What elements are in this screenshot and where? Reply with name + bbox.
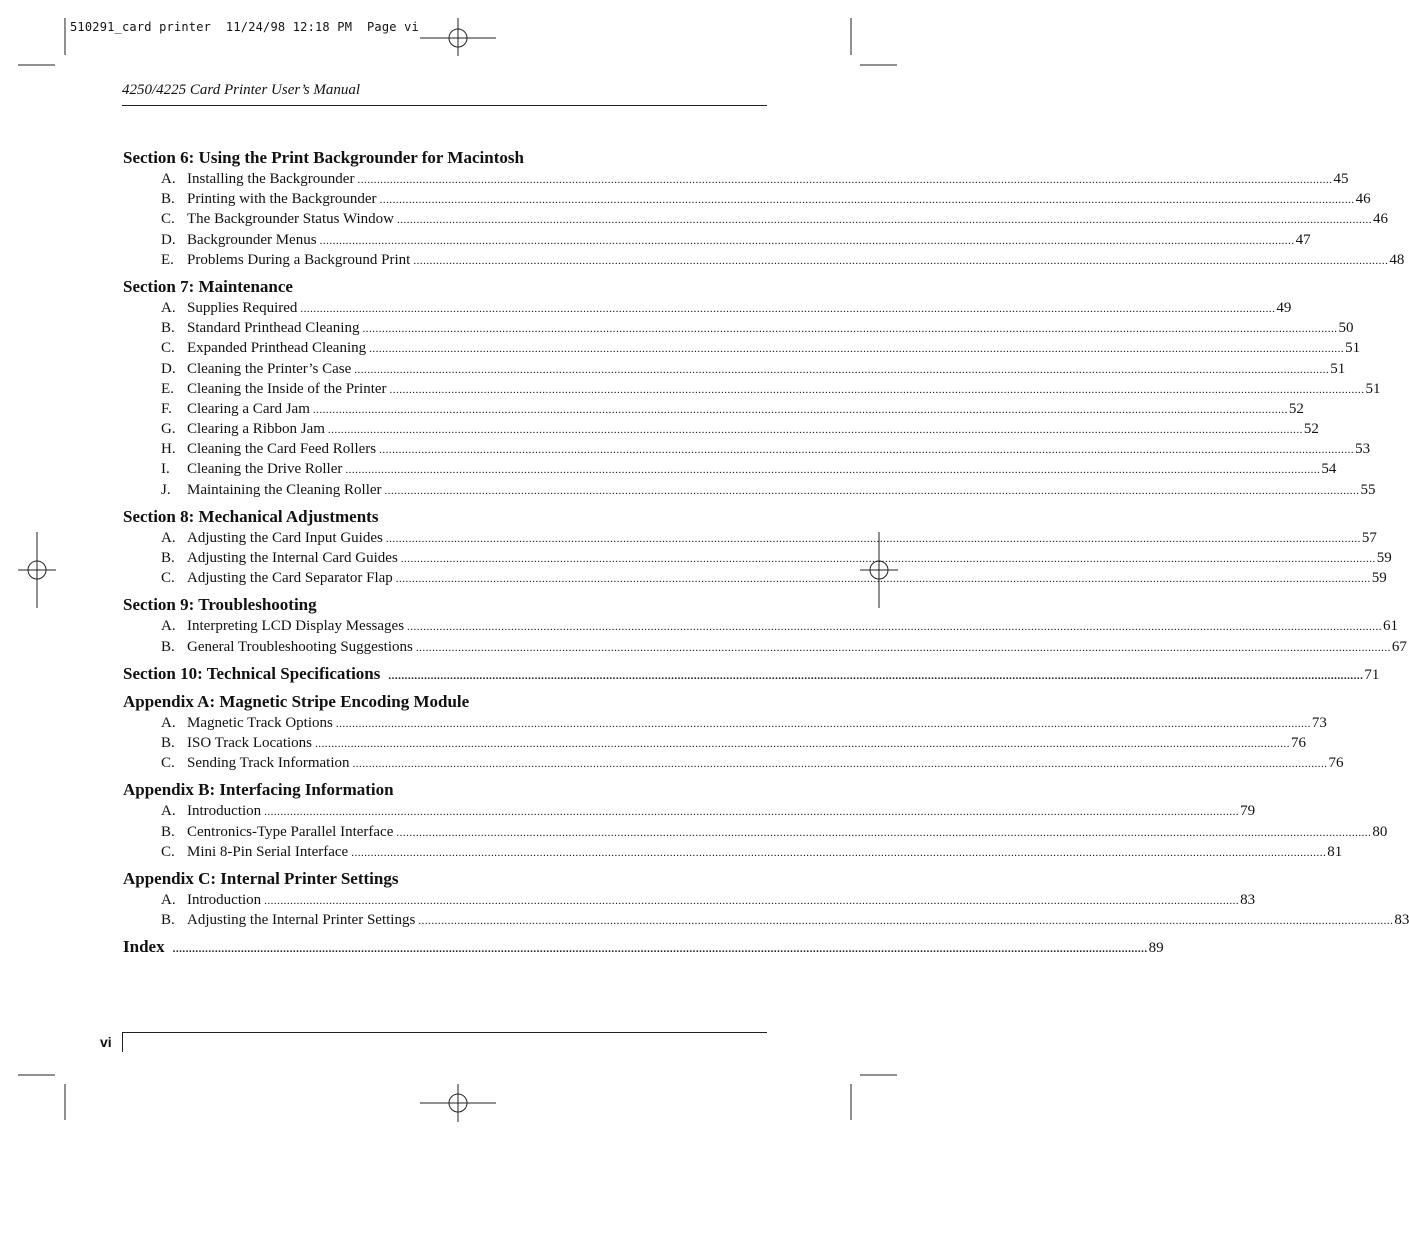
dot-leader: ............................................................................................................................................................................................................................................................................................................ — [396, 826, 1372, 839]
toc-entry-letter: B. — [161, 638, 175, 655]
toc-entry-letter: A. — [161, 803, 176, 820]
toc-section-title: Appendix C: Internal Printer Settings — [123, 868, 399, 888]
toc-entry — [123, 459, 1337, 479]
toc-entry — [123, 616, 1399, 636]
toc-page-number: 67 — [1391, 638, 1407, 655]
toc-page-number: 73 — [1311, 714, 1327, 731]
toc-entry — [123, 359, 1346, 379]
toc-entry-letter: D. — [161, 231, 176, 248]
dot-leader: ............................................................................................................................................................................................................................................................................................................ — [351, 846, 1327, 859]
toc-entry-letter: A. — [161, 618, 176, 635]
toc-entry-letter: A. — [161, 299, 176, 316]
toc-entry — [123, 890, 1256, 910]
toc-section-title: Index — [123, 937, 165, 957]
toc-section-title: Appendix A: Magnetic Stripe Encoding Module — [123, 691, 470, 711]
toc-entry-letter: D. — [161, 360, 176, 377]
toc-section-heading — [123, 594, 623, 616]
header-rule — [122, 105, 767, 106]
toc-entry-letter: I. — [161, 461, 170, 478]
toc-entry — [123, 338, 1361, 358]
dot-leader: ............................................................................................................................................................................................................................................................................................................ — [300, 302, 1276, 315]
dot-leader: ............................................................................................................................................................................................................................................................................................................ — [319, 234, 1295, 247]
dot-leader: ............................................................................................................................................................................................................................................................................................................ — [389, 383, 1365, 396]
toc-entry-letter: B. — [161, 734, 175, 751]
toc-entry-letter: C. — [161, 340, 175, 357]
toc-page-number: 79 — [1240, 803, 1256, 820]
toc-page-number: 81 — [1327, 843, 1343, 860]
toc-page-number: 52 — [1303, 421, 1319, 438]
toc-entry-title: Sending Track Information — [187, 755, 350, 772]
toc-entry-letter: G. — [161, 421, 176, 438]
toc-section-heading — [123, 506, 623, 528]
dot-leader: ............................................................................................................................................................................................................................................................................................................ — [327, 424, 1303, 437]
toc-page-number: 48 — [1389, 251, 1405, 268]
dot-leader: ............................................................................................................................................................................................................................................................................................................ — [315, 737, 1290, 750]
footer-rule-tick — [122, 1032, 123, 1052]
toc-page-number: 51 — [1365, 380, 1381, 397]
dot-leader: ............................................................................................................................................................................................................................................................................................................ — [357, 174, 1333, 186]
toc-entry-letter: B. — [161, 191, 175, 208]
toc-entry — [123, 753, 1344, 773]
toc-page-number: 83 — [1240, 891, 1256, 908]
dot-leader: ............................................................................................................................................................................................................................................................................................................ — [418, 915, 1394, 928]
toc-page-number: 46 — [1355, 191, 1371, 208]
toc-page-number: 53 — [1355, 441, 1371, 458]
toc-entry-letter: H. — [161, 441, 176, 458]
dot-leader: ............................................................................................................................................................................................................................................................................................................ — [415, 641, 1391, 654]
toc-page-number: 76 — [1291, 734, 1306, 751]
toc-entry-letter: E. — [161, 251, 174, 268]
toc-page-number: 61 — [1383, 618, 1399, 635]
toc-entry-title: Adjusting the Card Separator Flap — [187, 570, 393, 587]
table-of-contents — [123, 147, 1409, 958]
toc-page-number: 45 — [1333, 171, 1349, 187]
toc-page-number: 50 — [1338, 320, 1354, 337]
toc-entry-title: Centronics-Type Parallel Interface — [187, 823, 394, 840]
toc-entry-title: General Troubleshooting Suggestions — [187, 638, 413, 655]
toc-section-heading — [123, 691, 623, 713]
toc-page-number: 59 — [1376, 550, 1392, 566]
toc-entry — [123, 910, 1409, 930]
toc-section-heading — [123, 147, 623, 169]
toc-entry-title: ISO Track Locations — [187, 734, 312, 751]
toc-entry-title: Supplies Required — [187, 299, 298, 316]
toc-entry-letter: A. — [161, 529, 176, 546]
toc-section-title: Section 8: Mechanical Adjustments — [123, 506, 379, 526]
toc-entry-letter: A. — [161, 171, 176, 187]
toc-section-title: Section 9: Troubleshooting — [123, 595, 317, 615]
toc-section-title: Section 7: Maintenance — [123, 276, 293, 296]
dot-leader: ............................................................................................................................................................................................................................................................................................................ — [362, 323, 1338, 336]
toc-entry-title: Maintaining the Cleaning Roller — [187, 481, 382, 498]
toc-entry — [123, 169, 1349, 189]
page-number: vi — [100, 1034, 112, 1050]
dot-leader: ............................................................................................................................................................................................................................................................................................................ — [369, 343, 1345, 356]
toc-section-title: Section 6: Using the Print Backgrounder for Macintosh — [123, 148, 524, 167]
toc-entry-letter: C. — [161, 755, 175, 772]
toc-section-title: Appendix B: Interfacing Information — [123, 780, 394, 800]
toc-entry — [123, 230, 1311, 250]
dot-leader: ............................................................................................................................................................................................................................................................................................................ — [172, 943, 1148, 956]
toc-entry — [123, 568, 1387, 588]
toc-entry-title: Cleaning the Drive Roller — [187, 461, 343, 478]
toc-entry-letter: A. — [161, 891, 176, 908]
dot-leader: ............................................................................................................................................................................................................................................................................................................ — [312, 403, 1288, 416]
toc-entry-title: Introduction — [187, 803, 262, 820]
toc-entry-title: Standard Printhead Cleaning — [187, 320, 360, 337]
print-slug-line: 510291_card printer 11/24/98 12:18 PM Page vi — [70, 20, 419, 34]
toc-entry-title: Clearing a Ribbon Jam — [187, 421, 325, 438]
toc-entry-title: Cleaning the Card Feed Rollers — [187, 441, 377, 458]
toc-page-number: 54 — [1321, 461, 1337, 478]
dot-leader: ............................................................................................................................................................................................................................................................................................................ — [335, 717, 1311, 730]
toc-page-number: 76 — [1328, 755, 1344, 772]
toc-section-heading — [123, 276, 623, 298]
toc-entry-title: The Backgrounder Status Window — [187, 211, 394, 228]
toc-entry — [123, 250, 1405, 270]
toc-entry — [123, 189, 1371, 209]
dot-leader: ............................................................................................................................................................................................................................................................................................................ — [379, 194, 1355, 207]
toc-entry-letter: F. — [161, 400, 172, 417]
toc-page-number: 46 — [1373, 211, 1388, 228]
toc-entry — [123, 318, 1354, 338]
toc-page-number: 71 — [1364, 666, 1380, 683]
toc-entry — [123, 379, 1381, 399]
dot-leader: ............................................................................................................................................................................................................................................................................................................ — [385, 532, 1361, 545]
toc-entry — [123, 822, 1388, 842]
dot-leader: ............................................................................................................................................................................................................................................................................................................ — [388, 669, 1364, 682]
toc-entry — [123, 637, 1407, 657]
running-header: 4250/4225 Card Printer User’s Manual — [122, 82, 361, 98]
dot-leader: ............................................................................................................................................................................................................................................................................................................ — [352, 758, 1328, 771]
toc-entry-letter: C. — [161, 570, 175, 587]
toc-entry-title: Installing the Backgrounder — [187, 171, 355, 187]
toc-page-number: 80 — [1372, 823, 1388, 840]
toc-section-heading — [123, 936, 1164, 958]
toc-page-number: 57 — [1361, 529, 1377, 546]
toc-entry — [123, 419, 1319, 439]
toc-entry-letter: C. — [161, 211, 175, 228]
toc-section-title: Section 10: Technical Specifications — [123, 663, 381, 683]
toc-entry-title: Clearing a Card Jam — [187, 400, 310, 417]
footer-rule — [122, 1032, 767, 1033]
dot-leader: ............................................................................................................................................................................................................................................................................................................ — [264, 894, 1240, 907]
dot-leader: ............................................................................................................................................................................................................................................................................................................ — [397, 214, 1372, 227]
toc-section-heading — [123, 779, 623, 801]
toc-entry — [123, 298, 1292, 318]
toc-entry-letter: C. — [161, 843, 175, 860]
toc-entry-title: Adjusting the Internal Card Guides — [187, 550, 398, 566]
toc-entry-letter: A. — [161, 714, 176, 731]
toc-entry-title: Adjusting the Card Input Guides — [187, 529, 383, 546]
toc-entry-letter: J. — [161, 481, 171, 498]
toc-section-heading — [123, 663, 1380, 685]
toc-entry-title: Cleaning the Inside of the Printer — [187, 380, 387, 397]
toc-entry-letter: B. — [161, 550, 175, 566]
toc-page-number: 52 — [1288, 400, 1304, 417]
toc-entry — [123, 842, 1343, 862]
toc-entry-letter: B. — [161, 823, 175, 840]
toc-entry-title: Interpreting LCD Display Messages — [187, 618, 405, 635]
dot-leader: ............................................................................................................................................................................................................................................................................................................ — [264, 806, 1240, 819]
toc-entry-title: Expanded Printhead Cleaning — [187, 340, 367, 357]
toc-page-number: 89 — [1148, 940, 1164, 957]
dot-leader: ............................................................................................................................................................................................................................................................................................................ — [354, 363, 1330, 376]
toc-entry — [123, 733, 1306, 753]
toc-entry-letter: E. — [161, 380, 174, 397]
toc-entry-title: Adjusting the Internal Printer Settings — [187, 912, 416, 929]
toc-page-number: 51 — [1345, 340, 1361, 357]
dot-leader: ............................................................................................................................................................................................................................................................................................................ — [384, 484, 1360, 497]
toc-entry-title: Printing with the Backgrounder — [187, 191, 377, 208]
dot-leader: ............................................................................................................................................................................................................................................................................................................ — [379, 444, 1355, 457]
toc-page-number: 59 — [1371, 570, 1387, 587]
toc-page-number: 51 — [1330, 360, 1346, 377]
toc-page-number: 55 — [1360, 481, 1376, 498]
dot-leader: ............................................................................................................................................................................................................................................................................................................ — [413, 254, 1389, 267]
toc-entry-letter: B. — [161, 320, 175, 337]
toc-entry — [123, 399, 1304, 419]
toc-entry-title: Problems During a Background Print — [187, 251, 411, 268]
toc-section-heading — [123, 868, 623, 890]
toc-entry — [123, 439, 1371, 459]
dot-leader: ............................................................................................................................................................................................................................................................................................................ — [345, 464, 1321, 477]
toc-entry — [123, 528, 1377, 548]
dot-leader: ............................................................................................................................................................................................................................................................................................................ — [395, 573, 1371, 586]
toc-entry-title: Magnetic Track Options — [187, 714, 333, 731]
dot-leader: ............................................................................................................................................................................................................................................................................................................ — [407, 621, 1383, 634]
toc-entry — [123, 480, 1376, 500]
toc-entry — [123, 209, 1388, 229]
toc-entry-title: Introduction — [187, 891, 262, 908]
toc-entry — [123, 801, 1256, 821]
toc-page-number: 83 — [1394, 912, 1409, 929]
toc-page-number: 49 — [1276, 299, 1292, 316]
toc-entry-letter: B. — [161, 912, 175, 929]
toc-entry — [123, 548, 1392, 568]
toc-entry-title: Cleaning the Printer’s Case — [187, 360, 352, 377]
toc-entry — [123, 713, 1327, 733]
toc-page-number: 47 — [1295, 231, 1311, 248]
toc-entry-title: Mini 8-Pin Serial Interface — [187, 843, 349, 860]
dot-leader: ............................................................................................................................................................................................................................................................................................................ — [400, 553, 1376, 565]
toc-entry-title: Backgrounder Menus — [187, 231, 317, 248]
